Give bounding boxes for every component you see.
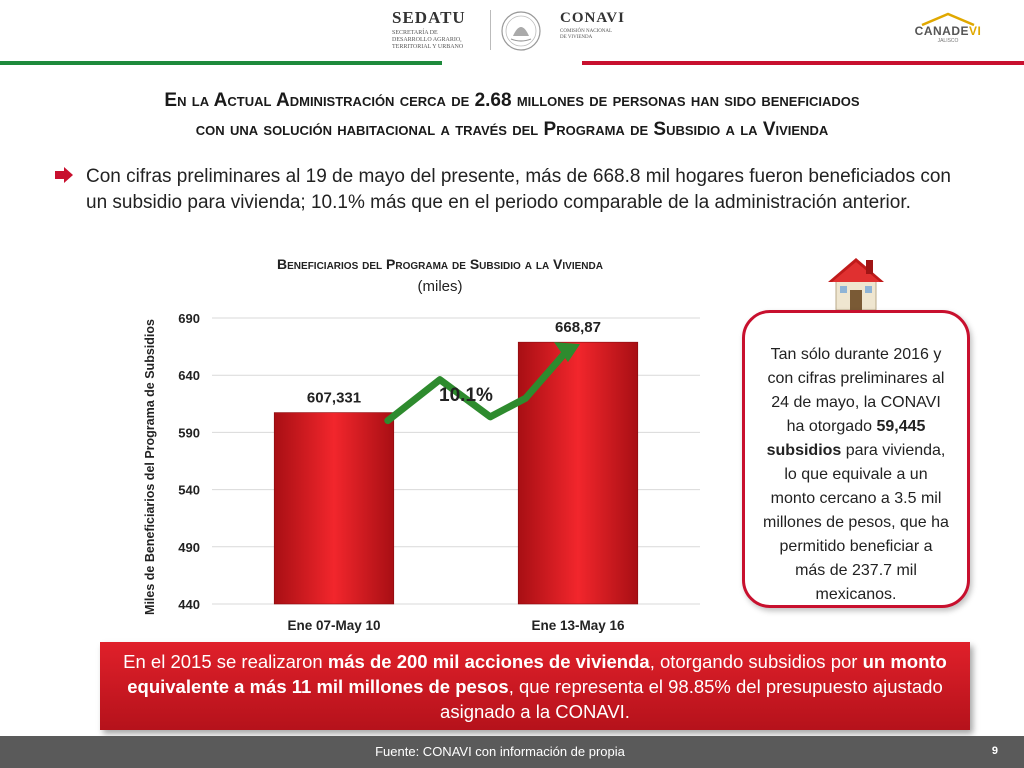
y-axis-label: Miles de Beneficiarios del Programa de Subsidios xyxy=(143,319,157,615)
sedatu-sub-1: SECRETARÍA DE xyxy=(392,30,438,36)
x-tick-label: Ene 07-May 10 xyxy=(287,618,381,633)
page-number: 9 xyxy=(991,745,998,757)
bar xyxy=(274,413,394,604)
y-tick-label: 540 xyxy=(178,482,200,498)
bullet-text: Con cifras preliminares al 19 de mayo del presente, más de 668.8 mil hogares fueron beneficiados con un subsidio para vivienda; 10.1% más que en el periodo comparable de la administración anterior. xyxy=(86,166,951,213)
y-tick-label: 490 xyxy=(178,539,200,555)
footer-source: Fuente: CONAVI con información de propia xyxy=(375,744,625,759)
sedatu-sub-2: DESARROLLO AGRARIO, xyxy=(392,37,462,43)
canadevi-brand xyxy=(908,24,988,38)
conavi-sub-2: DE VIVIENDA xyxy=(560,35,593,40)
conavi-sub-1: COMISIÓN NACIONAL xyxy=(560,29,613,34)
callout-text-c: para vivienda, lo que equivale a un monto cercano a 3.5 mil millones de pesos, que ha permitido beneficiar a más de 237.7 mil mexicanos. xyxy=(763,442,949,603)
conavi-brand: CONAVI xyxy=(560,10,625,26)
callout-box xyxy=(742,310,970,608)
slide-title-line-1: En la Actual Administración cerca de 2.68 millones de personas han sido beneficiados xyxy=(164,90,860,111)
banner-part-4: un monto equivalente a más 11 mil millones de pesos xyxy=(127,651,947,697)
sedatu-brand: SEDATU xyxy=(392,8,466,27)
canadevi-roof-icon xyxy=(918,12,978,26)
header-rule-red xyxy=(582,61,1024,65)
bar-value-label: 607,331 xyxy=(306,389,362,407)
bar-chart xyxy=(130,300,720,640)
growth-annotation: 10.1% xyxy=(439,384,493,406)
banner-part-1: En el 2015 se realizaron xyxy=(123,651,328,672)
chart-subtitle: (miles) xyxy=(417,278,463,295)
summary-banner xyxy=(100,642,970,730)
banner-part-3: , otorgando subsidios por xyxy=(649,651,863,672)
house-icon xyxy=(822,252,890,314)
national-seal-icon xyxy=(498,10,544,52)
callout-text-bold: 59,445 subsidios xyxy=(766,418,926,459)
y-tick-label: 590 xyxy=(178,425,200,441)
canadevi-brand-a: CANADE xyxy=(914,24,969,38)
sedatu-subtitle xyxy=(392,30,492,51)
slide-title-line-2: con una solución habitacional a través del Programa de Subsidio a la Vivienda xyxy=(195,119,829,140)
sedatu-sub-3: TERRITORIAL Y URBANO xyxy=(392,44,464,50)
logo-divider xyxy=(490,10,491,50)
footer-bar xyxy=(0,736,1024,768)
canadevi-brand-b: VI xyxy=(969,24,982,38)
chart-title: Beneficiarios del Programa de Subsidio a la Vivienda xyxy=(277,256,603,272)
conavi-subtitle xyxy=(560,29,640,41)
slide-title xyxy=(40,86,984,144)
callout-text-a: Tan sólo durante 2016 y con cifras preliminares al 24 de mayo, la CONAVI ha otorgado xyxy=(767,346,945,435)
canadevi-logo xyxy=(908,12,988,52)
y-tick-label: 440 xyxy=(178,597,200,612)
y-tick-label: 690 xyxy=(178,311,200,326)
sedatu-logo xyxy=(392,8,492,54)
canadevi-sub: JALISCO xyxy=(937,38,959,44)
y-tick-label: 640 xyxy=(178,368,200,384)
arrow-right-icon xyxy=(55,167,73,183)
bar-value-label: 668,87 xyxy=(555,319,601,337)
banner-part-2: más de 200 mil acciones de vivienda xyxy=(327,651,650,672)
conavi-logo xyxy=(560,10,640,50)
x-tick-label: Ene 13-May 16 xyxy=(531,618,625,633)
header-rule-green xyxy=(0,61,442,65)
banner-part-5: , que representa el 98.85% del presupuesto ajustado asignado a la CONAVI. xyxy=(440,676,943,722)
